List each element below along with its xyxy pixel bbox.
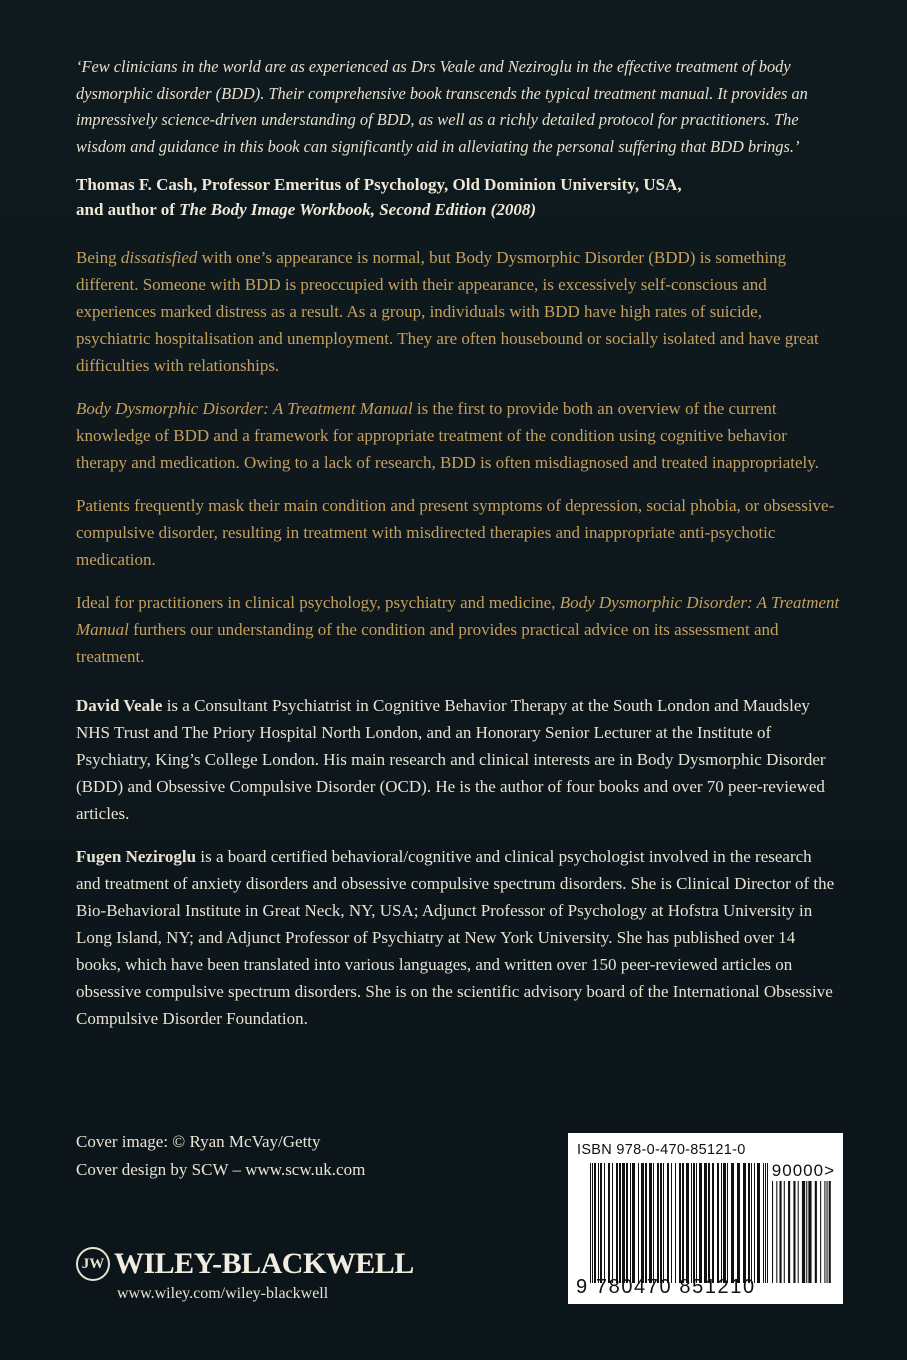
barcode-bar — [657, 1163, 659, 1283]
barcode-bar — [717, 1163, 719, 1283]
attribution-line-2 — [76, 197, 840, 222]
barcode-bar — [737, 1163, 740, 1283]
barcode-bar — [824, 1181, 825, 1283]
addon-bars — [772, 1181, 834, 1283]
author-bio-neziroglu-text: is a board certified behavioral/cognitive and clinical psychologist involved in the research and treatment of anxiety disorders and obsessive compulsive spectrum disorders. She is Clinical Director of the Bio-Behavioral Institute in Great Neck, NY, USA; Adjunct Professor of Psychology at Hofstra University in Long Island, NY; and Adjunct Professor of Psychiatry at New York University. She has published over 14 books, which have been translated into various languages, and written over 150 peer-reviewed articles on obsessive compulsive spectrum disorders. She is on the scientific advisory board of the International Obsessive Compulsive Disorder Foundation. — [76, 847, 835, 1028]
barcode-bar — [829, 1181, 831, 1283]
barcode-bar — [765, 1163, 766, 1283]
cover-credits — [76, 1128, 365, 1184]
barcode-bar — [723, 1163, 726, 1283]
price-code: 90000> — [771, 1161, 835, 1180]
blurb-p1-start: Being — [76, 248, 121, 267]
barcode-bar — [592, 1163, 593, 1283]
barcode-bar — [751, 1163, 752, 1283]
blurb-paragraph-4 — [76, 589, 840, 670]
ean-bars — [590, 1163, 768, 1283]
barcode-bar — [590, 1163, 591, 1283]
cover-image-credit: Cover image: © Ryan McVay/Getty — [76, 1132, 321, 1151]
barcode-bar — [604, 1163, 605, 1283]
barcode-bar — [675, 1163, 676, 1283]
barcode-bar — [763, 1163, 764, 1283]
barcode-bar — [798, 1181, 799, 1283]
barcode-bar — [772, 1181, 773, 1283]
attribution-prefix: and author of — [76, 200, 180, 219]
barcode-bar — [743, 1163, 746, 1283]
publisher-url: www.wiley.com/wiley-blackwell — [117, 1285, 329, 1302]
barcode-bar — [820, 1181, 821, 1283]
barcode-bar — [802, 1181, 805, 1283]
barcode-bar — [721, 1163, 722, 1283]
publisher-logo — [76, 1247, 414, 1281]
barcode-bar — [667, 1163, 669, 1283]
isbn-label: ISBN 978-0-470-85121-0 — [577, 1142, 746, 1158]
endorsement-quote: ‘Few clinicians in the world are as experienced as Drs Veale and Neziroglu in the effective treatment of body dysmorphic disorder (BDD). Their comprehensive book transcends the typical treatment manual. It provides an impressively science-driven understanding of BDD, as well as a richly detailed protocol for practitioners. The wisdom and guidance in this book can significantly aid in alleviating the personal suffering that BDD brings.’ — [76, 57, 808, 156]
barcode-bar — [731, 1163, 734, 1283]
barcode-bar — [793, 1181, 795, 1283]
main-text-column — [76, 54, 840, 1032]
blurb-paragraph-1 — [76, 244, 840, 379]
barcode-bar — [788, 1181, 790, 1283]
barcode-bar — [693, 1163, 695, 1283]
author-bio-veale — [76, 692, 840, 827]
barcode-bar — [660, 1163, 662, 1283]
barcode-bar — [671, 1163, 672, 1283]
barcode-bar — [712, 1163, 714, 1283]
barcode-bar — [641, 1163, 644, 1283]
attribution-work-title: The Body Image Workbook, Second Edition (2008) — [179, 200, 536, 219]
blurb-paragraph-2 — [76, 395, 840, 476]
barcode-bar — [808, 1181, 811, 1283]
barcode-bar — [686, 1163, 689, 1283]
barcode-bar — [776, 1181, 777, 1283]
barcode-bar — [622, 1163, 625, 1283]
barcode-bar — [806, 1181, 807, 1283]
barcode-bar — [663, 1163, 664, 1283]
barcode-bar — [779, 1181, 781, 1283]
blurb-paragraph-3: Patients frequently mask their main condition and present symptoms of depression, social phobia, or obsessive-compulsive disorder, resulting in treatment with misdirected therapies and inappropriate anti-psychotic medication. — [76, 496, 835, 569]
attribution-line-1: Thomas F. Cash, Professor Emeritus of Psychology, Old Dominion University, USA, — [76, 175, 682, 194]
barcode-bar — [616, 1163, 618, 1283]
blurb-p4-start: Ideal for practitioners in clinical psychology, psychiatry and medicine, — [76, 593, 560, 612]
barcode-bar — [679, 1163, 681, 1283]
barcode-bar — [626, 1163, 628, 1283]
wiley-seal-icon: JW — [76, 1247, 110, 1281]
barcode-bar — [645, 1163, 647, 1283]
barcode-bar — [653, 1163, 654, 1283]
barcode-bar — [630, 1163, 631, 1283]
author-bio-veale-text: is a Consultant Psychiatrist in Cognitive Behavior Therapy at the South London and Maudsley NHS Trust and The Priory Hospital North London, and an Honorary Senior Lecturer at the Institute of Psychiatry, King’s College London. His main research and clinical interests are in Body Dysmorphic Disorder (BDD) and Obsessive Compulsive Disorder (OCD). He is the author of four books and over 70 peer-reviewed articles. — [76, 696, 826, 823]
author-name-veale: David Veale — [76, 696, 163, 715]
blurb-p1-rest: with one’s appearance is normal, but Body Dysmorphic Disorder (BDD) is something different. Someone with BDD is preoccupied with their appearance, is excessively self-conscious and experiences marked distress as a result. As a group, individuals with BDD have high rates of suicide, psychiatric hospitalisation and unemployment. They are often housebound or socially isolated and have great difficulties with relationships. — [76, 248, 819, 375]
barcode-bar — [754, 1163, 755, 1283]
barcode-bar — [727, 1163, 728, 1283]
barcode-bar — [612, 1163, 613, 1283]
blurb-p2-title: Body Dysmorphic Disorder: A Treatment Manual — [76, 399, 413, 418]
barcode-bar — [767, 1163, 768, 1283]
author-bio-neziroglu — [76, 843, 840, 1032]
barcode-bar — [691, 1163, 692, 1283]
barcode-bar — [608, 1163, 610, 1283]
barcode-bar — [748, 1163, 750, 1283]
barcode-bar — [815, 1181, 817, 1283]
cover-design-credit: Cover design by SCW – www.scw.uk.com — [76, 1160, 366, 1179]
endorsement-attribution — [76, 172, 840, 222]
barcode-bar — [649, 1163, 652, 1283]
blurb-p4-title: Body Dysmorphic Disorder: A Treatment Manual — [76, 593, 840, 639]
blurb-p2-rest: is the first to provide both an overview of the current knowledge of BDD and a framework for appropriate treatment of the condition using cognitive behavior therapy and medication. Owing to a lack of research, BDD is often misdiagnosed and treated inappropriately. — [76, 399, 819, 472]
ean-digits: 9 780470 851210 — [576, 1276, 756, 1298]
barcode-bar — [638, 1163, 639, 1283]
barcode-bar — [827, 1181, 828, 1283]
blurb-p1-emphasis: dissatisfied — [120, 248, 198, 267]
barcode-bar — [598, 1163, 599, 1283]
barcode-bar — [784, 1181, 785, 1283]
barcode-bar — [600, 1163, 602, 1283]
barcode-bar — [619, 1163, 621, 1283]
barcode-bar — [696, 1163, 697, 1283]
author-name-neziroglu: Fugen Neziroglu — [76, 847, 197, 866]
barcode-bar — [699, 1163, 702, 1283]
barcode-bar — [704, 1163, 707, 1283]
barcode-bar — [682, 1163, 684, 1283]
isbn-barcode — [568, 1133, 843, 1304]
barcode-bar — [594, 1163, 596, 1283]
barcode-bar — [632, 1163, 635, 1283]
publisher-name: WILEY-BLACKWELL — [114, 1247, 414, 1280]
barcode-bar — [757, 1163, 760, 1283]
barcode-bar — [708, 1163, 710, 1283]
blurb-p4-rest: furthers our understanding of the condition and provides practical advice on its assessment and treatment. — [76, 620, 779, 666]
